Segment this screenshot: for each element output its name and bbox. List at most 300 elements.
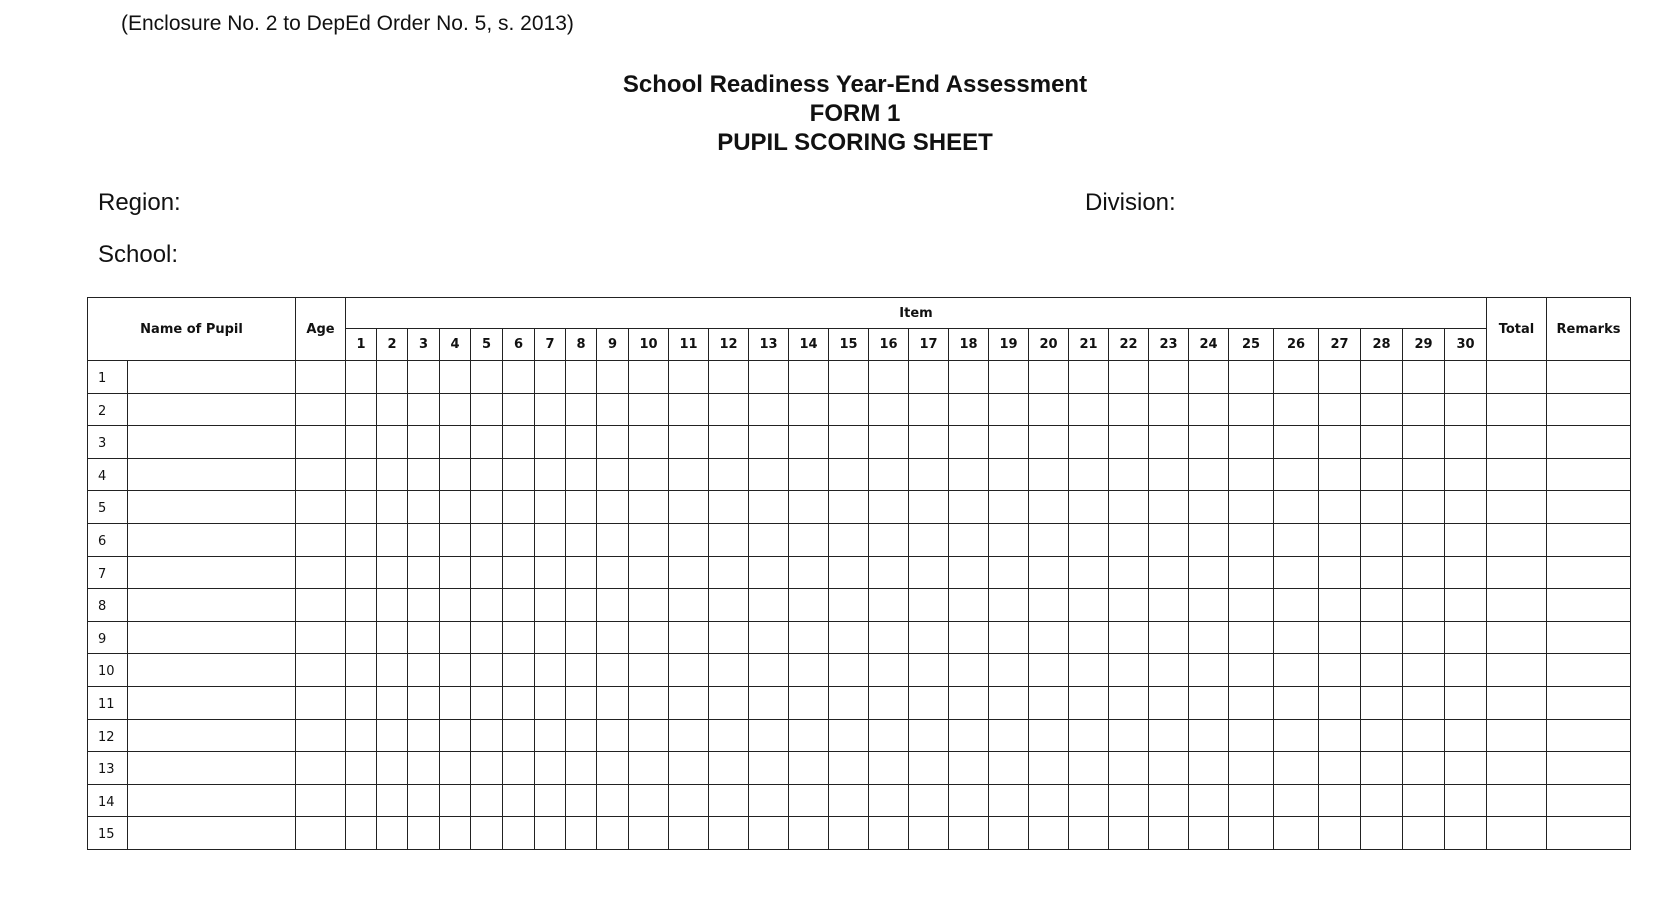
item-score-cell[interactable] xyxy=(1149,491,1189,524)
item-score-cell[interactable] xyxy=(377,654,408,687)
item-score-cell[interactable] xyxy=(749,426,789,459)
item-score-cell[interactable] xyxy=(1189,426,1229,459)
item-score-cell[interactable] xyxy=(1189,458,1229,491)
item-score-cell[interactable] xyxy=(1403,556,1445,589)
total-cell[interactable] xyxy=(1487,556,1547,589)
age-cell[interactable] xyxy=(296,654,346,687)
item-score-cell[interactable] xyxy=(566,719,597,752)
item-score-cell[interactable] xyxy=(1149,556,1189,589)
pupil-name-cell[interactable] xyxy=(128,491,296,524)
item-score-cell[interactable] xyxy=(1319,556,1361,589)
item-score-cell[interactable] xyxy=(1069,393,1109,426)
item-score-cell[interactable] xyxy=(1189,491,1229,524)
item-score-cell[interactable] xyxy=(829,686,869,719)
pupil-name-cell[interactable] xyxy=(128,719,296,752)
item-score-cell[interactable] xyxy=(1403,393,1445,426)
item-score-cell[interactable] xyxy=(909,621,949,654)
remarks-cell[interactable] xyxy=(1547,556,1631,589)
item-score-cell[interactable] xyxy=(1319,458,1361,491)
item-score-cell[interactable] xyxy=(669,426,709,459)
item-score-cell[interactable] xyxy=(789,458,829,491)
remarks-cell[interactable] xyxy=(1547,393,1631,426)
item-score-cell[interactable] xyxy=(346,523,377,556)
item-score-cell[interactable] xyxy=(1149,523,1189,556)
age-cell[interactable] xyxy=(296,621,346,654)
item-score-cell[interactable] xyxy=(535,817,566,850)
item-score-cell[interactable] xyxy=(1029,752,1069,785)
item-score-cell[interactable] xyxy=(1361,458,1403,491)
item-score-cell[interactable] xyxy=(1403,719,1445,752)
item-score-cell[interactable] xyxy=(1445,784,1487,817)
item-score-cell[interactable] xyxy=(1069,784,1109,817)
item-score-cell[interactable] xyxy=(949,556,989,589)
total-cell[interactable] xyxy=(1487,426,1547,459)
item-score-cell[interactable] xyxy=(989,621,1029,654)
item-score-cell[interactable] xyxy=(669,393,709,426)
item-score-cell[interactable] xyxy=(377,556,408,589)
pupil-name-cell[interactable] xyxy=(128,523,296,556)
item-score-cell[interactable] xyxy=(1274,654,1319,687)
item-score-cell[interactable] xyxy=(869,654,909,687)
item-score-cell[interactable] xyxy=(669,686,709,719)
age-cell[interactable] xyxy=(296,523,346,556)
item-score-cell[interactable] xyxy=(629,491,669,524)
item-score-cell[interactable] xyxy=(1445,589,1487,622)
item-score-cell[interactable] xyxy=(1229,393,1274,426)
item-score-cell[interactable] xyxy=(1029,393,1069,426)
item-score-cell[interactable] xyxy=(909,426,949,459)
item-score-cell[interactable] xyxy=(597,556,629,589)
item-score-cell[interactable] xyxy=(440,393,471,426)
item-score-cell[interactable] xyxy=(440,458,471,491)
item-score-cell[interactable] xyxy=(709,719,749,752)
item-score-cell[interactable] xyxy=(1109,784,1149,817)
item-score-cell[interactable] xyxy=(989,458,1029,491)
total-cell[interactable] xyxy=(1487,621,1547,654)
remarks-cell[interactable] xyxy=(1547,752,1631,785)
item-score-cell[interactable] xyxy=(1319,589,1361,622)
item-score-cell[interactable] xyxy=(989,752,1029,785)
item-score-cell[interactable] xyxy=(829,817,869,850)
age-cell[interactable] xyxy=(296,491,346,524)
remarks-cell[interactable] xyxy=(1547,817,1631,850)
item-score-cell[interactable] xyxy=(597,361,629,394)
item-score-cell[interactable] xyxy=(1229,654,1274,687)
item-score-cell[interactable] xyxy=(1274,686,1319,719)
item-score-cell[interactable] xyxy=(1274,752,1319,785)
item-score-cell[interactable] xyxy=(1109,752,1149,785)
item-score-cell[interactable] xyxy=(1361,523,1403,556)
item-score-cell[interactable] xyxy=(749,654,789,687)
item-score-cell[interactable] xyxy=(1029,719,1069,752)
item-score-cell[interactable] xyxy=(1274,719,1319,752)
item-score-cell[interactable] xyxy=(789,817,829,850)
item-score-cell[interactable] xyxy=(909,654,949,687)
item-score-cell[interactable] xyxy=(597,426,629,459)
item-score-cell[interactable] xyxy=(1229,491,1274,524)
item-score-cell[interactable] xyxy=(989,686,1029,719)
item-score-cell[interactable] xyxy=(709,621,749,654)
item-score-cell[interactable] xyxy=(1069,426,1109,459)
item-score-cell[interactable] xyxy=(503,523,535,556)
item-score-cell[interactable] xyxy=(989,784,1029,817)
item-score-cell[interactable] xyxy=(503,589,535,622)
remarks-cell[interactable] xyxy=(1547,491,1631,524)
item-score-cell[interactable] xyxy=(989,817,1029,850)
item-score-cell[interactable] xyxy=(789,654,829,687)
item-score-cell[interactable] xyxy=(1403,686,1445,719)
item-score-cell[interactable] xyxy=(566,491,597,524)
item-score-cell[interactable] xyxy=(1361,491,1403,524)
item-score-cell[interactable] xyxy=(1189,686,1229,719)
age-cell[interactable] xyxy=(296,686,346,719)
item-score-cell[interactable] xyxy=(1445,752,1487,785)
item-score-cell[interactable] xyxy=(471,361,503,394)
item-score-cell[interactable] xyxy=(1109,686,1149,719)
item-score-cell[interactable] xyxy=(1109,817,1149,850)
item-score-cell[interactable] xyxy=(346,817,377,850)
item-score-cell[interactable] xyxy=(1445,458,1487,491)
item-score-cell[interactable] xyxy=(1274,458,1319,491)
item-score-cell[interactable] xyxy=(829,784,869,817)
pupil-name-cell[interactable] xyxy=(128,556,296,589)
item-score-cell[interactable] xyxy=(440,686,471,719)
item-score-cell[interactable] xyxy=(1029,523,1069,556)
pupil-name-cell[interactable] xyxy=(128,393,296,426)
pupil-name-cell[interactable] xyxy=(128,458,296,491)
item-score-cell[interactable] xyxy=(709,458,749,491)
item-score-cell[interactable] xyxy=(1189,752,1229,785)
item-score-cell[interactable] xyxy=(408,491,440,524)
remarks-cell[interactable] xyxy=(1547,361,1631,394)
item-score-cell[interactable] xyxy=(669,752,709,785)
item-score-cell[interactable] xyxy=(1361,621,1403,654)
item-score-cell[interactable] xyxy=(346,784,377,817)
item-score-cell[interactable] xyxy=(1361,752,1403,785)
item-score-cell[interactable] xyxy=(408,752,440,785)
item-score-cell[interactable] xyxy=(909,589,949,622)
item-score-cell[interactable] xyxy=(789,589,829,622)
item-score-cell[interactable] xyxy=(709,491,749,524)
remarks-cell[interactable] xyxy=(1547,654,1631,687)
item-score-cell[interactable] xyxy=(909,523,949,556)
item-score-cell[interactable] xyxy=(789,686,829,719)
item-score-cell[interactable] xyxy=(1274,426,1319,459)
item-score-cell[interactable] xyxy=(709,686,749,719)
item-score-cell[interactable] xyxy=(669,621,709,654)
item-score-cell[interactable] xyxy=(471,458,503,491)
age-cell[interactable] xyxy=(296,393,346,426)
item-score-cell[interactable] xyxy=(408,817,440,850)
item-score-cell[interactable] xyxy=(566,589,597,622)
item-score-cell[interactable] xyxy=(566,654,597,687)
item-score-cell[interactable] xyxy=(949,458,989,491)
item-score-cell[interactable] xyxy=(566,784,597,817)
pupil-name-cell[interactable] xyxy=(128,784,296,817)
item-score-cell[interactable] xyxy=(440,589,471,622)
item-score-cell[interactable] xyxy=(749,523,789,556)
item-score-cell[interactable] xyxy=(471,752,503,785)
total-cell[interactable] xyxy=(1487,752,1547,785)
item-score-cell[interactable] xyxy=(346,589,377,622)
item-score-cell[interactable] xyxy=(1403,491,1445,524)
item-score-cell[interactable] xyxy=(1029,426,1069,459)
item-score-cell[interactable] xyxy=(503,719,535,752)
remarks-cell[interactable] xyxy=(1547,686,1631,719)
item-score-cell[interactable] xyxy=(669,361,709,394)
item-score-cell[interactable] xyxy=(869,426,909,459)
item-score-cell[interactable] xyxy=(503,654,535,687)
item-score-cell[interactable] xyxy=(440,654,471,687)
item-score-cell[interactable] xyxy=(1319,621,1361,654)
item-score-cell[interactable] xyxy=(1109,621,1149,654)
item-score-cell[interactable] xyxy=(535,719,566,752)
item-score-cell[interactable] xyxy=(1361,817,1403,850)
item-score-cell[interactable] xyxy=(789,752,829,785)
item-score-cell[interactable] xyxy=(535,654,566,687)
item-score-cell[interactable] xyxy=(909,361,949,394)
item-score-cell[interactable] xyxy=(749,719,789,752)
item-score-cell[interactable] xyxy=(1445,621,1487,654)
item-score-cell[interactable] xyxy=(1229,686,1274,719)
item-score-cell[interactable] xyxy=(1149,589,1189,622)
item-score-cell[interactable] xyxy=(597,686,629,719)
item-score-cell[interactable] xyxy=(1189,393,1229,426)
item-score-cell[interactable] xyxy=(1029,686,1069,719)
item-score-cell[interactable] xyxy=(566,361,597,394)
item-score-cell[interactable] xyxy=(829,393,869,426)
item-score-cell[interactable] xyxy=(1149,817,1189,850)
item-score-cell[interactable] xyxy=(440,361,471,394)
item-score-cell[interactable] xyxy=(597,458,629,491)
item-score-cell[interactable] xyxy=(535,752,566,785)
item-score-cell[interactable] xyxy=(377,817,408,850)
item-score-cell[interactable] xyxy=(1149,719,1189,752)
item-score-cell[interactable] xyxy=(471,491,503,524)
item-score-cell[interactable] xyxy=(377,686,408,719)
item-score-cell[interactable] xyxy=(597,654,629,687)
item-score-cell[interactable] xyxy=(1029,589,1069,622)
item-score-cell[interactable] xyxy=(346,426,377,459)
item-score-cell[interactable] xyxy=(989,523,1029,556)
age-cell[interactable] xyxy=(296,426,346,459)
item-score-cell[interactable] xyxy=(1403,426,1445,459)
item-score-cell[interactable] xyxy=(749,686,789,719)
remarks-cell[interactable] xyxy=(1547,784,1631,817)
item-score-cell[interactable] xyxy=(471,426,503,459)
item-score-cell[interactable] xyxy=(669,719,709,752)
item-score-cell[interactable] xyxy=(566,556,597,589)
item-score-cell[interactable] xyxy=(440,752,471,785)
item-score-cell[interactable] xyxy=(709,361,749,394)
item-score-cell[interactable] xyxy=(1403,458,1445,491)
item-score-cell[interactable] xyxy=(503,393,535,426)
item-score-cell[interactable] xyxy=(1319,686,1361,719)
item-score-cell[interactable] xyxy=(1274,621,1319,654)
item-score-cell[interactable] xyxy=(503,752,535,785)
item-score-cell[interactable] xyxy=(629,752,669,785)
item-score-cell[interactable] xyxy=(408,686,440,719)
item-score-cell[interactable] xyxy=(535,426,566,459)
item-score-cell[interactable] xyxy=(1189,817,1229,850)
item-score-cell[interactable] xyxy=(1189,654,1229,687)
item-score-cell[interactable] xyxy=(471,784,503,817)
item-score-cell[interactable] xyxy=(989,719,1029,752)
item-score-cell[interactable] xyxy=(1274,491,1319,524)
item-score-cell[interactable] xyxy=(789,426,829,459)
item-score-cell[interactable] xyxy=(408,458,440,491)
item-score-cell[interactable] xyxy=(669,556,709,589)
pupil-name-cell[interactable] xyxy=(128,654,296,687)
item-score-cell[interactable] xyxy=(829,458,869,491)
pupil-name-cell[interactable] xyxy=(128,817,296,850)
item-score-cell[interactable] xyxy=(1109,523,1149,556)
item-score-cell[interactable] xyxy=(949,719,989,752)
item-score-cell[interactable] xyxy=(1361,784,1403,817)
item-score-cell[interactable] xyxy=(503,621,535,654)
age-cell[interactable] xyxy=(296,361,346,394)
item-score-cell[interactable] xyxy=(709,589,749,622)
item-score-cell[interactable] xyxy=(408,393,440,426)
item-score-cell[interactable] xyxy=(629,523,669,556)
item-score-cell[interactable] xyxy=(949,426,989,459)
item-score-cell[interactable] xyxy=(566,523,597,556)
item-score-cell[interactable] xyxy=(535,393,566,426)
item-score-cell[interactable] xyxy=(503,556,535,589)
item-score-cell[interactable] xyxy=(346,361,377,394)
item-score-cell[interactable] xyxy=(377,426,408,459)
item-score-cell[interactable] xyxy=(1029,361,1069,394)
item-score-cell[interactable] xyxy=(1069,556,1109,589)
item-score-cell[interactable] xyxy=(869,523,909,556)
item-score-cell[interactable] xyxy=(629,621,669,654)
item-score-cell[interactable] xyxy=(789,784,829,817)
item-score-cell[interactable] xyxy=(566,393,597,426)
item-score-cell[interactable] xyxy=(1403,523,1445,556)
item-score-cell[interactable] xyxy=(829,361,869,394)
item-score-cell[interactable] xyxy=(1445,817,1487,850)
item-score-cell[interactable] xyxy=(535,458,566,491)
item-score-cell[interactable] xyxy=(1149,654,1189,687)
item-score-cell[interactable] xyxy=(709,817,749,850)
item-score-cell[interactable] xyxy=(1189,784,1229,817)
item-score-cell[interactable] xyxy=(909,458,949,491)
item-score-cell[interactable] xyxy=(408,523,440,556)
item-score-cell[interactable] xyxy=(829,589,869,622)
item-score-cell[interactable] xyxy=(1445,556,1487,589)
item-score-cell[interactable] xyxy=(989,491,1029,524)
remarks-cell[interactable] xyxy=(1547,458,1631,491)
item-score-cell[interactable] xyxy=(949,654,989,687)
item-score-cell[interactable] xyxy=(1189,621,1229,654)
item-score-cell[interactable] xyxy=(535,589,566,622)
item-score-cell[interactable] xyxy=(1149,393,1189,426)
item-score-cell[interactable] xyxy=(909,752,949,785)
item-score-cell[interactable] xyxy=(629,556,669,589)
item-score-cell[interactable] xyxy=(909,491,949,524)
item-score-cell[interactable] xyxy=(749,491,789,524)
item-score-cell[interactable] xyxy=(408,654,440,687)
item-score-cell[interactable] xyxy=(629,589,669,622)
item-score-cell[interactable] xyxy=(989,361,1029,394)
item-score-cell[interactable] xyxy=(789,361,829,394)
item-score-cell[interactable] xyxy=(1069,719,1109,752)
item-score-cell[interactable] xyxy=(749,556,789,589)
item-score-cell[interactable] xyxy=(749,817,789,850)
item-score-cell[interactable] xyxy=(709,556,749,589)
item-score-cell[interactable] xyxy=(346,686,377,719)
item-score-cell[interactable] xyxy=(346,752,377,785)
item-score-cell[interactable] xyxy=(1319,752,1361,785)
item-score-cell[interactable] xyxy=(597,621,629,654)
item-score-cell[interactable] xyxy=(346,719,377,752)
item-score-cell[interactable] xyxy=(669,458,709,491)
item-score-cell[interactable] xyxy=(789,393,829,426)
item-score-cell[interactable] xyxy=(440,719,471,752)
item-score-cell[interactable] xyxy=(949,523,989,556)
item-score-cell[interactable] xyxy=(629,817,669,850)
item-score-cell[interactable] xyxy=(1403,621,1445,654)
item-score-cell[interactable] xyxy=(377,523,408,556)
item-score-cell[interactable] xyxy=(408,361,440,394)
item-score-cell[interactable] xyxy=(1229,784,1274,817)
item-score-cell[interactable] xyxy=(909,784,949,817)
item-score-cell[interactable] xyxy=(1069,491,1109,524)
item-score-cell[interactable] xyxy=(597,719,629,752)
item-score-cell[interactable] xyxy=(949,817,989,850)
item-score-cell[interactable] xyxy=(1319,426,1361,459)
item-score-cell[interactable] xyxy=(1403,817,1445,850)
total-cell[interactable] xyxy=(1487,491,1547,524)
item-score-cell[interactable] xyxy=(869,458,909,491)
item-score-cell[interactable] xyxy=(1069,523,1109,556)
total-cell[interactable] xyxy=(1487,654,1547,687)
item-score-cell[interactable] xyxy=(346,458,377,491)
item-score-cell[interactable] xyxy=(869,361,909,394)
item-score-cell[interactable] xyxy=(1229,523,1274,556)
item-score-cell[interactable] xyxy=(535,523,566,556)
item-score-cell[interactable] xyxy=(1403,784,1445,817)
item-score-cell[interactable] xyxy=(949,589,989,622)
item-score-cell[interactable] xyxy=(503,784,535,817)
item-score-cell[interactable] xyxy=(1109,393,1149,426)
remarks-cell[interactable] xyxy=(1547,523,1631,556)
item-score-cell[interactable] xyxy=(346,621,377,654)
item-score-cell[interactable] xyxy=(869,491,909,524)
item-score-cell[interactable] xyxy=(829,654,869,687)
item-score-cell[interactable] xyxy=(1445,719,1487,752)
item-score-cell[interactable] xyxy=(1361,393,1403,426)
total-cell[interactable] xyxy=(1487,523,1547,556)
item-score-cell[interactable] xyxy=(989,426,1029,459)
total-cell[interactable] xyxy=(1487,361,1547,394)
age-cell[interactable] xyxy=(296,556,346,589)
item-score-cell[interactable] xyxy=(1319,361,1361,394)
item-score-cell[interactable] xyxy=(471,719,503,752)
item-score-cell[interactable] xyxy=(535,491,566,524)
item-score-cell[interactable] xyxy=(1229,556,1274,589)
item-score-cell[interactable] xyxy=(629,393,669,426)
total-cell[interactable] xyxy=(1487,589,1547,622)
item-score-cell[interactable] xyxy=(566,458,597,491)
item-score-cell[interactable] xyxy=(989,654,1029,687)
item-score-cell[interactable] xyxy=(535,686,566,719)
item-score-cell[interactable] xyxy=(597,784,629,817)
item-score-cell[interactable] xyxy=(1319,523,1361,556)
item-score-cell[interactable] xyxy=(949,752,989,785)
item-score-cell[interactable] xyxy=(377,621,408,654)
item-score-cell[interactable] xyxy=(1445,491,1487,524)
